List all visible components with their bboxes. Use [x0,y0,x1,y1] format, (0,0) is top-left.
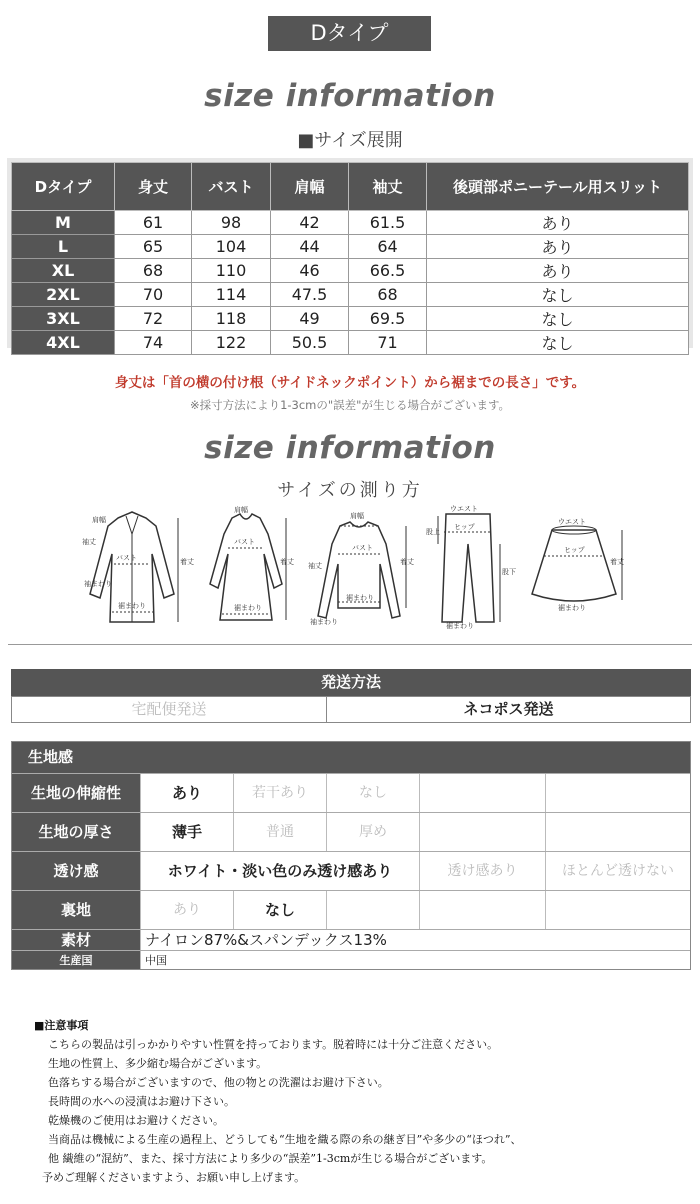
size-label: 3XL [12,307,115,331]
divider [8,644,692,645]
size-value: 50.5 [271,331,349,355]
size-table-container [7,158,693,353]
size-info-title: size information [204,78,496,114]
fabric-cell: ホワイト・淡い色のみ透け感あり [140,852,419,890]
size-value: あり [427,259,689,283]
size-value: 122 [192,331,271,355]
caution-line: こちらの製品は引っかかりやすい性質を持っております。脱着時には十分ご注意ください。 [48,1038,499,1051]
caution-line: 他 繊維の“混紡”、また、採寸方法により多少の“誤差”1-3cmが生じる場合がございます。 [48,1152,493,1165]
label-skirt-hip: ヒップ [564,546,585,554]
size-value: 68 [349,283,427,307]
label-top-bust: バスト [352,544,373,552]
fabric-cell [419,891,545,929]
fabric-cell: あり [140,774,233,812]
fabric-cell [326,891,419,929]
size-value: 46 [271,259,349,283]
coat-diagram [78,504,194,628]
size-value: 44 [271,235,349,259]
size-row [12,283,689,307]
label-coat-length: 着丈 [180,558,194,566]
shipping-header: 発送方法 [11,669,691,696]
size-value: 104 [192,235,271,259]
caution-notes [34,1016,654,1187]
label-dress-length: 着丈 [280,558,294,566]
label-pants-inseam: 股下 [502,568,516,576]
type-badge: Dタイプ [268,16,431,51]
size-value: なし [427,283,689,307]
size-value: 66.5 [349,259,427,283]
material-label: 素材 [12,930,140,950]
label-top-shoulder: 肩幅 [350,512,364,520]
size-value: 68 [115,259,192,283]
size-table [11,162,689,355]
label-skirt-waist: ウエスト [558,518,586,526]
size-value: 49 [271,307,349,331]
label-top-hem: 裾まわり [346,594,374,602]
fabric-cell [545,813,690,851]
caution-line: 生地の性質上、多少縮む場合がございます。 [48,1057,268,1070]
origin-label: 生産国 [12,951,140,969]
fabric-row-stretch [12,773,690,812]
label-top-sleeve: 袖丈 [308,562,322,570]
shipping-table [11,669,691,723]
size-value: なし [427,331,689,355]
fabric-cell [545,891,690,929]
fabric-cell [419,774,545,812]
caution-line: 乾燥機のご使用はお避けください。 [48,1114,224,1127]
size-value: 61.5 [349,211,427,235]
fabric-cell: 普通 [233,813,326,851]
size-value: 110 [192,259,271,283]
size-header: バスト [192,163,271,211]
size-value: 65 [115,235,192,259]
size-header: 身丈 [115,163,192,211]
size-row [12,259,689,283]
label-skirt-length: 着丈 [610,558,624,566]
fabric-cell: なし [233,891,326,929]
size-row [12,235,689,259]
fabric-row-transparency [12,851,690,890]
caution-line: 当商品は機械による生産の過程上、どうしても“生地を織る際の糸の継ぎ目”や多少の“ほつれ”、 [48,1133,522,1146]
size-value: 70 [115,283,192,307]
fabric-label: 生地の伸縮性 [12,774,140,812]
top-diagram [304,504,414,628]
measurement-diagrams [72,504,632,630]
fabric-label: 生地の厚さ [12,813,140,851]
label-top-cuff: 袖まわり [310,618,338,626]
fabric-cell: 厚め [326,813,419,851]
label-pants-hem: 裾まわり [446,622,474,630]
label-coat-bust: バスト [116,554,137,562]
size-info-title-2: size information [204,430,496,466]
fabric-row-origin [12,950,690,969]
caution-line: 色落ちする場合がございますので、他の物との洗濯はお避け下さい。 [48,1076,389,1089]
size-value: 61 [115,211,192,235]
label-pants-waist: ウエスト [450,505,478,513]
size-label: L [12,235,115,259]
size-row [12,211,689,235]
size-value: あり [427,211,689,235]
fabric-cell [419,813,545,851]
size-row [12,307,689,331]
label-coat-sleeve: 袖丈 [82,538,96,546]
caution-line: 長時間の水への浸漬はお避け下さい。 [48,1095,235,1108]
shipping-option-nekopos: ネコポス発送 [463,700,554,718]
size-value: 42 [271,211,349,235]
material-value: ナイロン87%&スパンデックス13% [140,930,690,950]
label-skirt-hem: 裾まわり [558,604,586,612]
size-value: 74 [115,331,192,355]
size-value: 98 [192,211,271,235]
label-dress-shoulder: 肩幅 [234,506,248,514]
fabric-cell [545,774,690,812]
size-label: M [12,211,115,235]
size-value: あり [427,235,689,259]
size-header: 肩幅 [271,163,349,211]
size-value: 72 [115,307,192,331]
measurement-error-note: ※採寸方法により1-3cmの"誤差"が生じる場合がございます。 [189,398,511,412]
size-value: 114 [192,283,271,307]
size-value: 69.5 [349,307,427,331]
size-value: 64 [349,235,427,259]
fabric-cell: 薄手 [140,813,233,851]
origin-value: 中国 [140,951,690,969]
skirt-diagram [524,504,628,628]
label-coat-hem: 裾まわり [118,602,146,610]
size-value: 47.5 [271,283,349,307]
how-to-measure-subtitle: サイズの測り方 [277,480,423,501]
size-header: 袖丈 [349,163,427,211]
label-coat-shoulder: 肩幅 [92,516,106,524]
fabric-label: 透け感 [12,852,140,890]
fabric-table [11,741,691,970]
size-row [12,331,689,355]
fabric-cell: なし [326,774,419,812]
fabric-row-thickness [12,812,690,851]
size-value: なし [427,307,689,331]
shipping-options [11,696,691,723]
label-dress-bust: バスト [234,538,255,546]
label-coat-cuff: 袖まわり [84,580,112,588]
fabric-cell: ほとんど透けない [545,852,690,890]
fabric-cell: あり [140,891,233,929]
dress-diagram [194,504,294,628]
size-label: 2XL [12,283,115,307]
fabric-row-material [12,929,690,950]
size-label: XL [12,259,115,283]
fabric-cell: 透け感あり [419,852,545,890]
fabric-header: 生地感 [12,742,690,773]
fabric-label: 裏地 [12,891,140,929]
shipping-option-takuhaibin: 宅配便発送 [12,697,327,722]
size-chart-subtitle: ■サイズ展開 [297,130,403,151]
size-header: 後頭部ポニーテール用スリット [427,163,689,211]
size-value: 118 [192,307,271,331]
length-definition-note: 身丈は「首の横の付け根（サイドネックポイント）から裾までの長さ」です。 [114,375,586,391]
pants-diagram [424,504,514,628]
fabric-row-lining [12,890,690,929]
size-label: 4XL [12,331,115,355]
label-pants-hip: ヒップ [454,523,475,531]
size-value: 71 [349,331,427,355]
label-top-length: 着丈 [400,558,414,566]
caution-title: ■注意事項 [34,1019,89,1032]
caution-line: 予めご理解くださいますよう、お願い申し上げます。 [42,1171,306,1184]
size-header: Dタイプ [12,163,115,211]
label-dress-hem: 裾まわり [234,604,262,612]
fabric-cell: 若干あり [233,774,326,812]
label-pants-rise: 股上 [426,528,440,536]
